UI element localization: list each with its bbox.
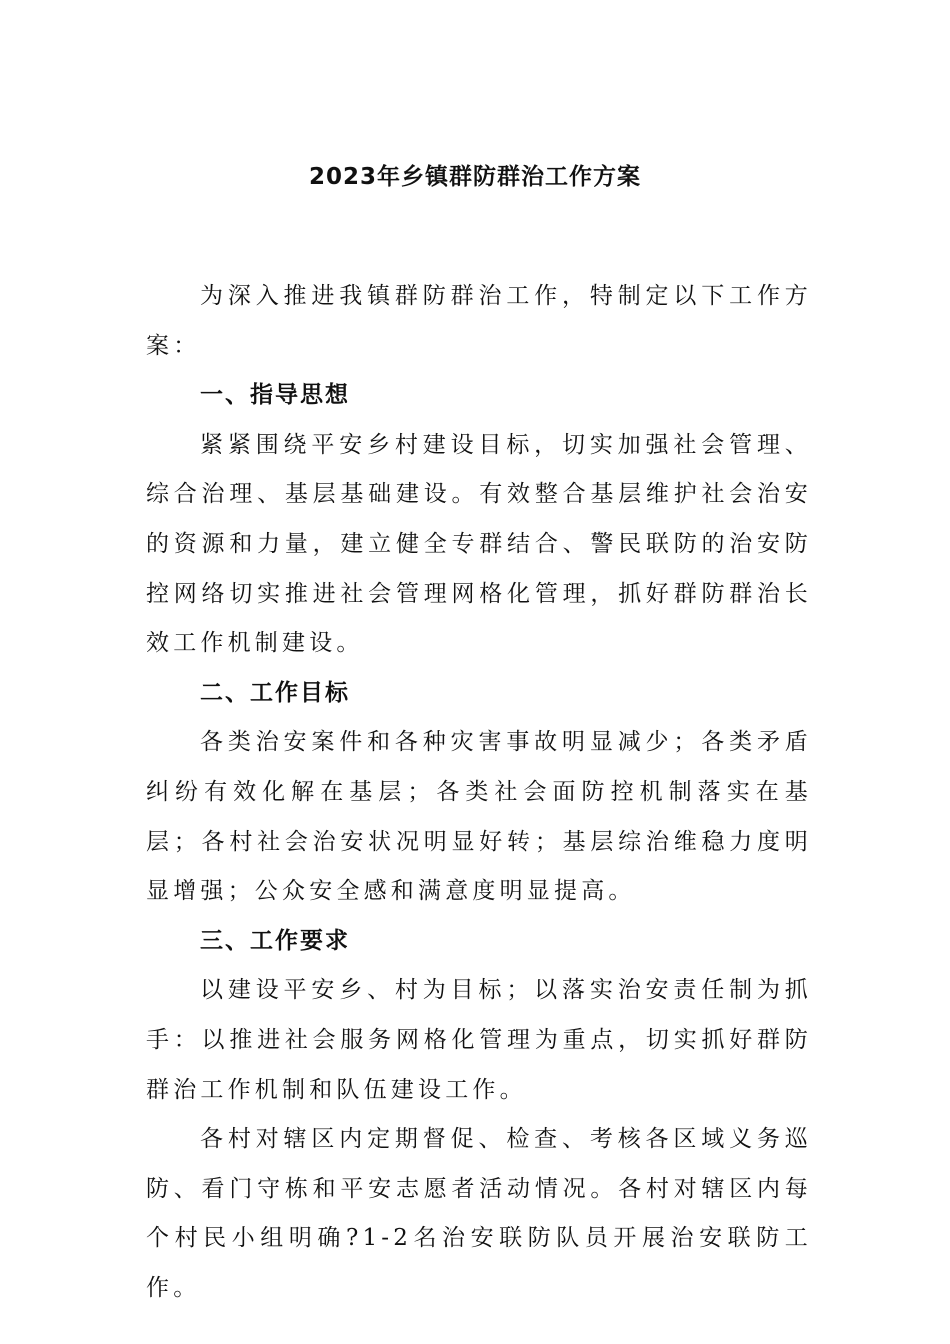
section-paragraph: 以建设平安乡、村为目标；以落实治安责任制为抓手：以推进社会服务网格化管理为重点，切实抓好群防群治工作机制和队伍建设工作。 xyxy=(146,977,812,1103)
section-paragraph: 各村对辖区内定期督促、检查、考核各区域义务巡防、看门守栋和平安志愿者活动情况。各村对辖区内每个村民小组明确?1-2名治安联防队员开展治安联防工作。 xyxy=(146,1126,812,1301)
document-title: 2023年乡镇群防群治工作方案 xyxy=(308,164,641,190)
section-heading-work-requirements: 三、工作要求 xyxy=(200,927,350,954)
document-body xyxy=(146,272,812,1313)
section-paragraph: 各类治安案件和各种灾害事故明显减少；各类矛盾纠纷有效化解在基层；各类社会面防控机制落实在基层；各村社会治安状况明显好转；基层综治维稳力度明显增强；公众安全感和满意度明显提高。 xyxy=(146,729,812,905)
section-paragraph: 紧紧围绕平安乡村建设目标，切实加强社会管理、综合治理、基层基础建设。有效整合基层维护社会治安的资源和力量，建立健全专群结合、警民联防的治安防控网络切实推进社会管理网格化管理，抓好群防群治长效工作机制建设。 xyxy=(146,431,812,657)
intro-paragraph: 为深入推进我镇群防群治工作，特制定以下工作方案： xyxy=(146,283,812,359)
section-heading-guiding-ideology: 一、指导思想 xyxy=(200,382,350,409)
section-heading-work-goals: 二、工作目标 xyxy=(200,679,350,706)
